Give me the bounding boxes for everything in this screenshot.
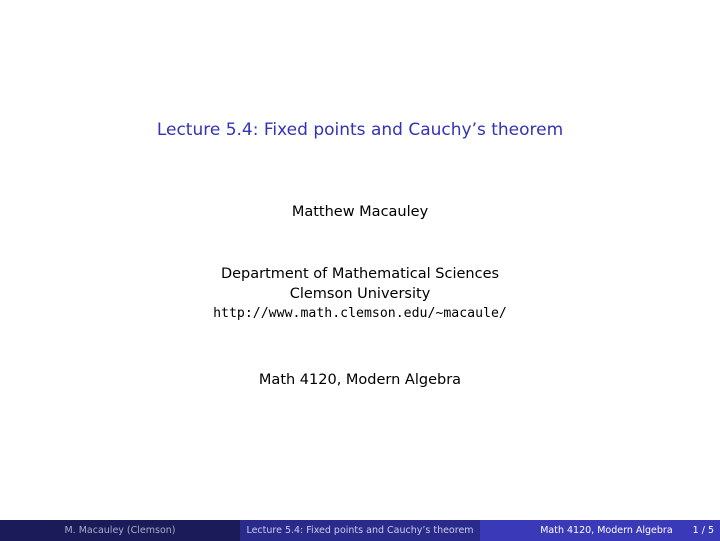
slide-title: Lecture 5.4: Fixed points and Cauchy’s theorem (156, 120, 564, 140)
footer-title: Lecture 5.4: Fixed points and Cauchy’s theorem (240, 520, 480, 541)
homepage-link[interactable]: http://www.math.clemson.edu/~macaule/ (213, 306, 507, 321)
institute-block (0, 264, 720, 324)
footer-course-section (480, 520, 720, 541)
department-name: Department of Mathematical Sciences (220, 266, 500, 282)
course-name: Math 4120, Modern Algebra (258, 372, 462, 388)
author-name: Matthew Macauley (291, 204, 429, 220)
page-number: 1 / 5 (692, 525, 714, 536)
footer-bar (0, 520, 720, 541)
footer-author: M. Macauley (Clemson) (0, 520, 240, 541)
footer-course: Math 4120, Modern Algebra (540, 525, 673, 536)
university-name: Clemson University (289, 286, 431, 302)
